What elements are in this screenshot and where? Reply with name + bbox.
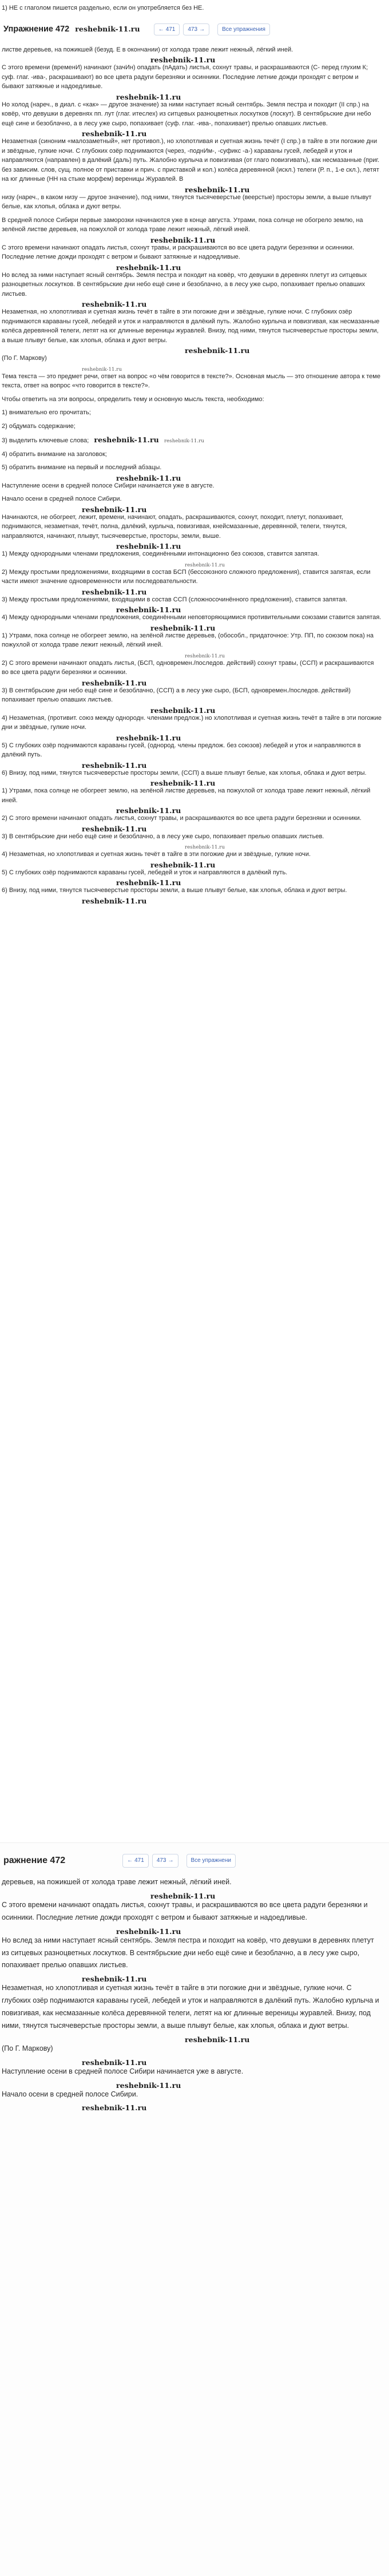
keywords: Начинаются, не обогреет, лежит, времени, начинают, опадать, раскрашиваются, сохнут, походит, плетут, попахивает, поднимаются, незаметная, течёт, полна, далёкий, курлыча, повизгивая, кнейсмазанные, деревянной, телеги, тянутся, направляются, начинают, плывут, тысячеверстые, просторы, земли, выше. (2, 513, 347, 540)
watermark: reshebnik-11.ru (116, 806, 181, 815)
watermark: reshebnik-11.ru (82, 505, 147, 514)
watermark: reshebnik-11.ru (75, 25, 140, 34)
watermark: reshebnik-11.ru (164, 438, 204, 444)
rule-item: 3) Между простыми предложениями, входящими в состав ССП (сложносочинённого предложения), ставится запятая. (2, 596, 348, 603)
watermark: reshebnik-11.ru (82, 896, 147, 905)
watermark: reshebnik-11.ru (82, 824, 147, 833)
repeat-paragraph: деревьев, на пожикшей от холода траве лежит нежный, лёгкий иней. (2, 1878, 232, 1886)
rule-item: 2) Между простыми предложениями, входящими в состав БСП (бессоюзного сложного предложения), ставится запятая, если части имеют значение одновременности или последовательности. (2, 568, 371, 585)
watermark: reshebnik-11.ru (82, 760, 147, 770)
watermark: reshebnik-11.ru (82, 366, 122, 372)
source-attribution: (По Г. Маркову) (2, 355, 47, 362)
list-item: 4) обратить внимание на заголовок; (2, 450, 107, 458)
watermark: reshebnik-11.ru (82, 129, 147, 138)
arrow-right-icon: → (199, 26, 205, 33)
watermark: reshebnik-11.ru (116, 542, 181, 551)
analysis-paragraph: Незаметная (синоним «малозаметный», нет противоп.), но хлопотливая и суетная жизнь течёт (I спр.) в тайге в эти погожие дни и звёздные, гулкие ночи. С глубоких озёр поднимаются (через, -поднИм-, -суфикс -а-) караваны гусей, лебедей и уток и направляются (направлен) в далёкий (даль) путь. Жалобно курлыча и повизгивая (от глаго повизгивать), как несмазанные (приг. без зависим. слов, сущ. полное от приставки и прич. с приставкой и кол.) колёса деревянной (искл.) телеги (Р. п., 1-е скл.), летят на юг длинные (НН на стыке морфем) вереницы Журавлей. В (2, 138, 380, 183)
sentence-analysis: 6) Внизу, под ними, тянутся тысячеверстые просторы земли, (ССП) а выше плывут белые, как хлопья, облака и дуют ветры. (2, 769, 367, 776)
watermark: reshebnik-11.ru (185, 653, 225, 659)
theory-paragraph: Тема текста — это предмет речи, ответ на вопрос «о чём говорится в тексте?». Основная мысль — это отношение автора к теме текста, ответ на вопрос «что говорится в тексте?». (2, 372, 380, 389)
topic: Начало осени в средней полосе Сибири. (2, 2090, 138, 2098)
analysis-paragraph: низу (нареч., в каком низу — другое значение), под ними, тянутся тысячеверстые (веерстые) просторы земли, а выше плывут белые, как хлопья, облака и дуют ветры. (2, 193, 372, 210)
watermark: reshebnik-11.ru (150, 235, 216, 244)
repeat-paragraph: С этого времени начинают опадать листья, сохнут травы, и раскрашиваются во все цвета радуги березняки и осинники. Последние летние дожди проходят с ветром и бывают затяжные и надоедливые. (2, 1900, 368, 1921)
watermark: reshebnik-11.ru (116, 1927, 181, 1936)
watermark: reshebnik-11.ru (116, 878, 181, 887)
watermark: reshebnik-11.ru (185, 845, 225, 851)
main-idea: Наступление осени в средней полосе Сибири начинается уже в августе. (2, 2067, 244, 2075)
all-exercises-button[interactable]: Все упражнени (186, 1854, 236, 1868)
watermark: reshebnik-11.ru (150, 706, 216, 715)
watermark: reshebnik-11.ru (116, 473, 181, 482)
watermark: reshebnik-11.ru (150, 779, 216, 788)
sentence-clean: 2) С этого времени начинают опадать листья, сохнут травы, и раскрашиваются во все цвета радуги березняки и осинники. (2, 815, 362, 822)
top-note: 1) НЕ с глаголом пишется раздельно, если он употребляется без НЕ. (2, 5, 204, 11)
watermark: reshebnik-11.ru (82, 2103, 147, 2113)
watermark: reshebnik-11.ru (82, 2058, 147, 2067)
list-item: 1) внимательно его прочитать; (2, 409, 91, 416)
watermark: reshebnik-11.ru (82, 587, 147, 596)
watermark: reshebnik-11.ru (185, 562, 225, 568)
exercise-title: Упражнение 472 (3, 24, 70, 34)
theory-paragraph: Чтобы ответить на эти вопросы, определить тему и основную мысль текста, необходимо: (2, 395, 264, 403)
sentence-analysis: 4) Незаметная, (противит. союз между однородн. членами предлож.) но хлопотливая и суетная жизнь течёт в тайге в эти погожие дни и звёздные, гулкие ночи. (2, 714, 382, 731)
source-attribution: (По Г. Маркову) (2, 2044, 53, 2052)
analysis-paragraph: В средней полосе Сибири первые заморозки начинаются уже в конце августа. Утрами, пока солнце не обогрело землю, на зелёной листве деревьев, на пожухлой от холода траве лежит нежный, лёгкий иней. (2, 216, 363, 233)
rule-item: 4) Между однородными членами предложения, соединёнными неповторяющимися противительными союзами ставится запятая. (2, 614, 382, 621)
next-exercise-button[interactable]: 473 → (152, 1854, 178, 1868)
arrow-right-icon: → (168, 1857, 174, 1864)
watermark: reshebnik-11.ru (116, 2080, 181, 2090)
next-exercise-button[interactable]: 473 → (183, 23, 209, 35)
arrow-left-icon: ← (158, 26, 164, 33)
prev-exercise-button[interactable]: ← 471 (154, 23, 180, 35)
watermark: reshebnik-11.ru (94, 435, 159, 444)
exercise-section-repeat (0, 1842, 389, 2576)
analysis-paragraph: С этого времени (временИ) начинают (зачИн) опадать (пАдать) листья, сохнут травы, и раскрашиваются (С- перед глухим К; суф. глаг. -ива-, раскрашивают) во все цвета радуги березняки и осинники. Последние летние дожди проходят с ветром и бывают затяжные и надоедливые. (2, 64, 368, 90)
watermark: reshebnik-11.ru (116, 605, 181, 615)
watermark: reshebnik-11.ru (116, 263, 181, 272)
all-exercises-button[interactable]: Все упражнения (217, 23, 270, 35)
watermark: reshebnik-11.ru (185, 185, 250, 194)
watermark: reshebnik-11.ru (150, 56, 216, 64)
watermark: reshebnik-11.ru (82, 300, 147, 308)
main-idea: Наступление осени в средней полосе Сибири начинается уже в августе. (2, 482, 215, 489)
watermark: reshebnik-11.ru (116, 733, 181, 742)
sentence-analysis: 1) Утрами, пока солнце не обогреет землю, на зелёной листве деревьев, (обособл., придаточное: Утр. ПП, по союзом пока) на пожухлой от холода траве лежит нежный, лёгкий иней. (2, 632, 374, 649)
repeat-paragraph: Но вслед за ними наступает ясный сентябрь. Земля пестра и походит на ковёр, что девушки в деревнях плетут из ситцевых разноцветных лоскутков. В сентябрьские дни небо ещё сине и безоблачно, а в лесу уже сыро, попахивает прелью опавших листьев. (2, 1936, 374, 1969)
sentence-analysis: 2) С этого времени начинают опадать листья, (БСП, одновремен./последов. действий) сохнут травы, (ССП) и раскрашиваются во все цвета радуги березняки и осинники. (2, 659, 374, 676)
sentence-clean: 3) В сентябрьские дни небо ещё сине и безоблачно, а в лесу уже сыро, попахивает прелью опавших листьев. (2, 833, 324, 840)
sentence-analysis: 5) С глубоких озёр поднимаются караваны гусей, (однород. члены предлож. без союзов) лебедей и уток и направляются в далёкий путь. (2, 742, 361, 759)
prev-exercise-button[interactable]: ← 471 (122, 1854, 149, 1868)
repeat-paragraph: Незаметная, но хлопотливая и суетная жизнь течёт в тайге в эти погожие дни и звёздные, гулкие ночи. С глубоких озёр поднимаются караваны гусей, лебедей и уток и направляются в далёкий путь. Жалобно курлыча и повизгивая, как несмазанные колёса деревянной телеги, летят на юг длинные вереницы журавлей. Внизу, под ними, тянутся тысячеверстые просторы земли, а выше плывут белые, как хлопья, облака и дуют ветры. (2, 1984, 379, 2030)
exercise-title: ражнение 472 (3, 1856, 66, 1865)
watermark: reshebnik-11.ru (150, 1891, 216, 1900)
watermark: reshebnik-11.ru (116, 92, 181, 101)
rule-item: 1) Между однородными членами предложения, соединёнными интонационно без союзов, ставится запятая. (2, 550, 319, 558)
sentence-clean: 5) С глубоких озёр поднимаются караваны гусей, лебедей и уток и направляются в далёкий путь. (2, 869, 288, 876)
list-item: 2) обдумать содержание; (2, 422, 76, 430)
intro-text: листве деревьев, на пожикшей (безуд. Е в окончании) от холода траве лежит нежный, лёгкий иней. (2, 46, 293, 53)
watermark: reshebnik-11.ru (185, 2035, 250, 2044)
watermark: reshebnik-11.ru (82, 678, 147, 687)
watermark: reshebnik-11.ru (150, 623, 216, 632)
clean-paragraph: Но вслед за ними наступает ясный сентябрь. Земля пестра и походит на ковёр, что девушки в деревнях плетут из ситцевых разноцветных лоскутков. В сентябрьские дни небо ещё сине и безоблачно, а в лесу уже сыро, попахивает прелью опавших листьев. (2, 271, 367, 298)
clean-paragraph: Незаметная, но хлопотливая и суетная жизнь течёт в тайге в эти погожие дни и звёздные, гулкие ночи. С глубоких озёр поднимаются караваны гусей, лебедей и уток и направляются в далёкий путь. Жалобно курлыча и повизгивая, как несмазанные колёса деревянной телеги, летят на юг длинные вереницы журавлей. Внизу, под ними, тянутся тысячеверстые просторы земли, а выше плывут белые, как хлопья, облака и дуют ветры. (2, 308, 380, 344)
sentence-clean: 1) Утрами, пока солнце не обогреет землю, на зелёной листве деревьев, на пожухлой от холода траве лежит нежный, лёгкий иней. (2, 787, 371, 804)
sentence-clean: 4) Незаметная, но хлопотливая и суетная жизнь течёт в тайге в эти погожие дни и звёздные, гулкие ночи. (2, 851, 311, 858)
watermark: reshebnik-11.ru (185, 346, 250, 355)
topic: Начало осени в средней полосе Сибири. (2, 496, 122, 503)
watermark: reshebnik-11.ru (82, 1975, 147, 1984)
sentence-analysis: 3) В сентябрьские дни небо ещё сине и безоблачно, (ССП) а в лесу уже сыро, (БСП, одновремен./последов. действий) попахивает прелью опавших листьев. (2, 687, 351, 704)
exercise-nav (154, 23, 270, 35)
exercise-nav (122, 1854, 236, 1868)
exercise-header (3, 20, 382, 39)
sentence-clean: 6) Внизу, под ними, тянутся тысячеверстые просторы земли, а выше плывут белые, как хлопья, облака и дуют ветры. (2, 887, 347, 894)
exercise-header (3, 1851, 382, 1870)
list-item: 3) выделить ключевые слова; reshebnik-11.ru reshebnik-11.ru (2, 435, 382, 446)
watermark: reshebnik-11.ru (150, 860, 216, 869)
list-item: 5) обратить внимание на первый и последний абзацы. (2, 464, 162, 471)
analysis-paragraph: Но холод (нареч., в диал. с «как» — другое значение) за ними наступает ясный сентябрь. Земля пестра и походит (II спр.) на ковёр, что девушки в деревнях пп. лут (глаг. итеслех) из ситцевых разноцветных лоскутков (лоскут). В сентябрьские дни небо ещё сине и безоблачно, а в лесу уже сыро, попахивает (суф. глаг. -ива-, попахивает) прелью опавших листьев. (2, 101, 371, 127)
clean-paragraph: С этого времени начинают опадать листья, сохнут травы, и раскрашиваются во все цвета радуги березняки и осинники. Последние летние дожди проходят с ветром и бывают затяжные и надоедливые. (2, 244, 355, 260)
arrow-left-icon: ← (127, 1857, 133, 1864)
